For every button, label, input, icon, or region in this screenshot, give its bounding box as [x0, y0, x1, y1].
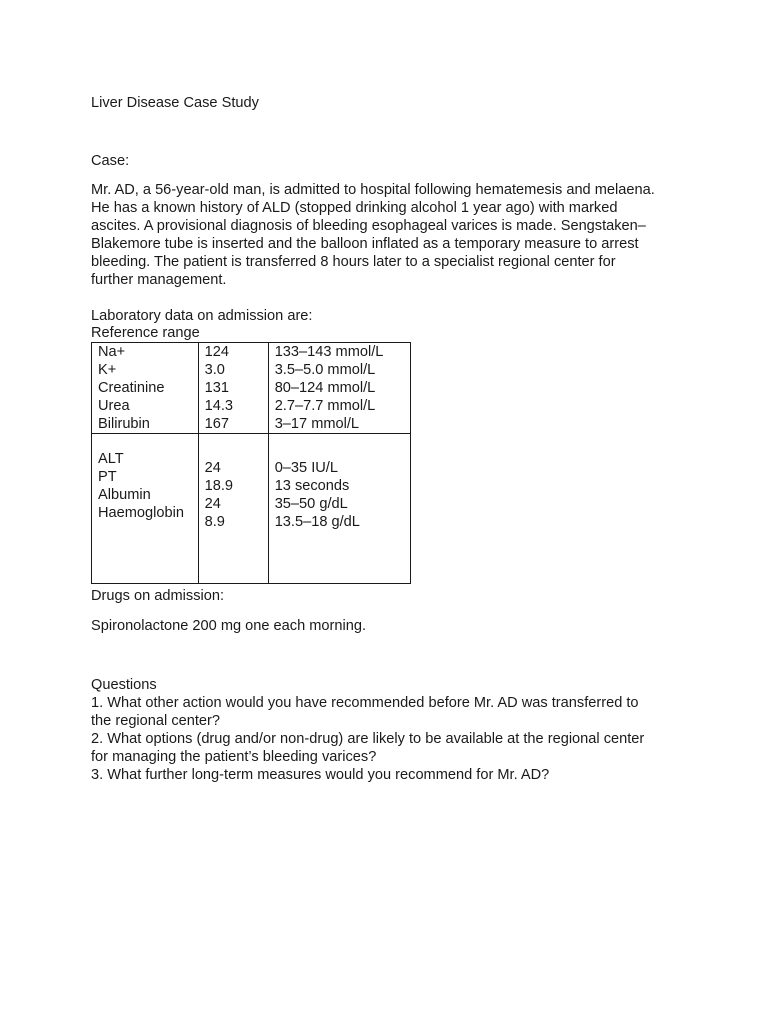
drugs-text: Spironolactone 200 mg one each morning. [91, 618, 367, 634]
case-line: bleeding. The patient is transferred 8 hours later to a specialist regional center for [91, 254, 616, 270]
test-value: 3.0 [204, 362, 225, 378]
reference-range: 80–124 mmol/L [274, 380, 376, 396]
test-name: Urea [98, 398, 130, 414]
reference-range: 13 seconds [274, 478, 350, 494]
lab-intro: Laboratory data on admission are: [91, 308, 313, 324]
lab-group-liver-blood [92, 434, 411, 584]
case-line: ascites. A provisional diagnosis of bleeding esophageal varices is made. Sengstaken– [91, 218, 646, 234]
test-value: 124 [204, 344, 229, 360]
document-title: Liver Disease Case Study [91, 95, 259, 111]
reference-range-cell [268, 434, 410, 584]
case-heading: Case: [91, 153, 130, 169]
case-line: Blakemore tube is inserted and the balloon inflated as a temporary measure to arrest [91, 236, 639, 252]
test-name: ALT [98, 451, 124, 467]
reference-range: 133–143 mmol/L [274, 344, 384, 360]
test-value: 8.9 [204, 514, 225, 530]
question-line: for managing the patient’s bleeding varices? [91, 749, 377, 765]
reference-range: 2.7–7.7 mmol/L [274, 398, 376, 414]
reference-range: 13.5–18 g/dL [274, 514, 360, 530]
question-line: 2. What options (drug and/or non-drug) are likely to be available at the regional center [91, 731, 645, 747]
test-name: Haemoglobin [98, 505, 184, 521]
question-line: the regional center? [91, 713, 220, 729]
test-value: 24 [204, 460, 221, 476]
test-value: 131 [204, 380, 229, 396]
case-description [91, 181, 681, 289]
questions-list [91, 694, 681, 784]
test-value: 167 [204, 416, 229, 432]
reference-range-label: Reference range [91, 325, 200, 341]
test-name-cell [92, 343, 199, 434]
case-line: Mr. AD, a 56-year-old man, is admitted to hospital following hematemesis and melaena. [91, 182, 655, 198]
drugs-heading: Drugs on admission: [91, 588, 225, 604]
test-name: PT [98, 469, 117, 485]
reference-range: 35–50 g/dL [274, 496, 348, 512]
case-line: further management. [91, 272, 227, 288]
test-name-cell [92, 434, 199, 584]
test-value: 14.3 [204, 398, 234, 414]
lab-group-electrolytes [92, 343, 411, 434]
test-name: Albumin [98, 487, 151, 503]
test-name: K+ [98, 362, 117, 378]
lab-data-table [91, 342, 411, 584]
reference-range: 0–35 IU/L [274, 460, 338, 476]
reference-range-cell [268, 343, 410, 434]
reference-range: 3.5–5.0 mmol/L [274, 362, 376, 378]
test-value: 24 [204, 496, 221, 512]
test-name: Bilirubin [98, 416, 150, 432]
test-value-cell [198, 434, 268, 584]
reference-range: 3–17 mmol/L [274, 416, 360, 432]
question-line: 3. What further long-term measures would you recommend for Mr. AD? [91, 767, 550, 783]
question-line: 1. What other action would you have recommended before Mr. AD was transferred to [91, 695, 639, 711]
test-name: Creatinine [98, 380, 165, 396]
test-value: 18.9 [204, 478, 234, 494]
test-name: Na+ [98, 344, 126, 360]
questions-heading: Questions [91, 677, 157, 693]
test-value-cell [198, 343, 268, 434]
case-line: He has a known history of ALD (stopped drinking alcohol 1 year ago) with marked [91, 200, 618, 216]
